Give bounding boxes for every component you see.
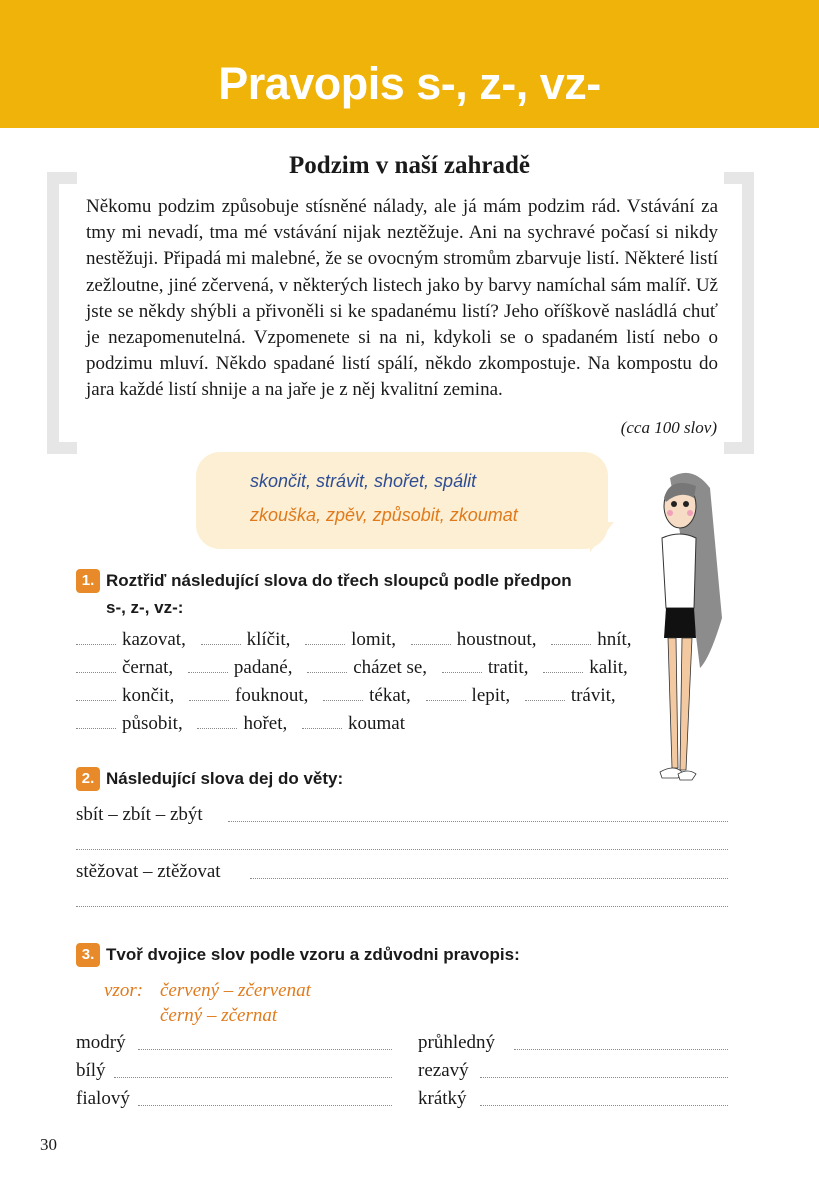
- word: kalit,: [589, 657, 628, 678]
- task-3-word: fialový: [76, 1088, 130, 1109]
- prefix-blank[interactable]: [305, 630, 345, 645]
- prefix-blank[interactable]: [307, 658, 347, 673]
- task-1-row: [76, 629, 642, 651]
- task-1-row: [76, 685, 626, 707]
- prefix-blank[interactable]: [525, 686, 565, 701]
- prefix-blank[interactable]: [76, 630, 116, 645]
- word: lepit,: [471, 685, 511, 706]
- answer-line[interactable]: [138, 1105, 392, 1106]
- answer-line[interactable]: [480, 1077, 728, 1078]
- task-3-word: bílý: [76, 1060, 106, 1081]
- answer-line[interactable]: [514, 1049, 728, 1050]
- task-3-word: průhledný: [418, 1032, 496, 1053]
- task-2-word-set: stěžovat – ztěžovat: [76, 861, 221, 882]
- answer-line[interactable]: [228, 821, 728, 822]
- word: končit,: [122, 685, 175, 706]
- bubble-line-s-prefix: skončit, strávit, shořet, spálit: [250, 471, 477, 491]
- prefix-blank[interactable]: [543, 658, 583, 673]
- word: lomit,: [351, 629, 397, 650]
- word: cházet se,: [353, 657, 428, 678]
- prefix-blank[interactable]: [201, 630, 241, 645]
- task-3-title: Tvoř dvojice slov podle vzoru a zdůvodni pravopis:: [106, 945, 520, 964]
- task-3-word: modrý: [76, 1032, 126, 1053]
- prefix-blank[interactable]: [411, 630, 451, 645]
- prefix-blank[interactable]: [197, 714, 237, 729]
- task-3-number-badge: 3.: [76, 943, 100, 967]
- word: houstnout,: [456, 629, 537, 650]
- task-2-number-badge: 2.: [76, 767, 100, 791]
- task-2-word-set: sbít – zbít – zbýt: [76, 804, 203, 825]
- task-1-row: [76, 713, 415, 735]
- page-title: Pravopis s-, z-, vz-: [218, 58, 601, 109]
- prefix-blank[interactable]: [76, 714, 116, 729]
- word: fouknout,: [235, 685, 309, 706]
- word: padané,: [233, 657, 293, 678]
- example-pair: černý – zčernat: [160, 1005, 278, 1026]
- word: kazovat,: [122, 629, 186, 650]
- left-bracket-decoration: [47, 172, 77, 454]
- word-count: (cca 100 slov): [620, 418, 717, 437]
- word: hořet,: [243, 713, 288, 734]
- word: působit,: [122, 713, 183, 734]
- example-label: vzor:: [104, 980, 144, 1001]
- word: hnít,: [597, 629, 632, 650]
- task-1-number-badge: 1.: [76, 569, 100, 593]
- prefix-blank[interactable]: [551, 630, 591, 645]
- task-1-title-prefixes: s-, z-, vz-:: [106, 598, 184, 617]
- task-2-title: Následující slova dej do věty:: [106, 769, 344, 788]
- word: koumat: [348, 713, 405, 734]
- prefix-blank[interactable]: [76, 658, 116, 673]
- task-1-row: [76, 657, 638, 679]
- prefix-blank[interactable]: [189, 686, 229, 701]
- prefix-blank[interactable]: [302, 714, 342, 729]
- answer-line[interactable]: [480, 1105, 728, 1106]
- answer-line[interactable]: [250, 878, 728, 879]
- task-3-word: rezavý: [418, 1060, 469, 1081]
- answer-line[interactable]: [138, 1049, 392, 1050]
- answer-line[interactable]: [114, 1077, 392, 1078]
- prefix-blank[interactable]: [442, 658, 482, 673]
- word: tékat,: [369, 685, 411, 706]
- task-3-word: krátký: [418, 1088, 467, 1109]
- girl-illustration: [630, 468, 730, 788]
- speech-bubble-tail: [590, 522, 614, 552]
- prefix-blank[interactable]: [426, 686, 466, 701]
- answer-line[interactable]: [76, 849, 728, 850]
- task-1-title: Roztřiď následující slova do třech sloupců podle předpon: [106, 571, 572, 590]
- story-text: Někomu podzim způsobuje stísněné nálady, ale já mám podzim rád. Vstávání za tmy mi nevadí, tma mé vstávání nijak neztěžuje. Ani na sychravé počasí si nikdy nestěžuji. Připadá mi malebné, že se ovocným stromům zbarvuje listí. Některé listí zežloutne, jiné zčervená, v některých listech jako by barvy namíchal sám malíř. Už jste se někdy shýbli a přivoněli si ke spadanému listí? Jeho oříškově nasládlá chuť je nezapomenutelná. Vzpomenete si na ni, kdykoli se o spadaném listí nebo o podzimu mluví. Někdo spadané listí spálí, někdo zkompostuje. Na kompostu do jara každé listí shnije a na jaře je z něj kvalitní zemina.: [86, 196, 718, 401]
- word: tratit,: [487, 657, 529, 678]
- page-header: [0, 0, 819, 128]
- bubble-line-z-prefix: zkouška, zpěv, způsobit, zkoumat: [250, 505, 518, 525]
- word: klíčit,: [246, 629, 291, 650]
- speech-bubble: [196, 452, 608, 549]
- word: černat,: [122, 657, 174, 678]
- page-number: 30: [40, 1135, 57, 1154]
- right-bracket-decoration: [724, 172, 754, 454]
- prefix-blank[interactable]: [188, 658, 228, 673]
- prefix-blank[interactable]: [76, 686, 116, 701]
- example-pair: červený – zčervenat: [160, 980, 311, 1001]
- word: trávit,: [570, 685, 616, 706]
- prefix-blank[interactable]: [323, 686, 363, 701]
- story-title: Podzim v naší zahradě: [289, 152, 530, 179]
- answer-line[interactable]: [76, 906, 728, 907]
